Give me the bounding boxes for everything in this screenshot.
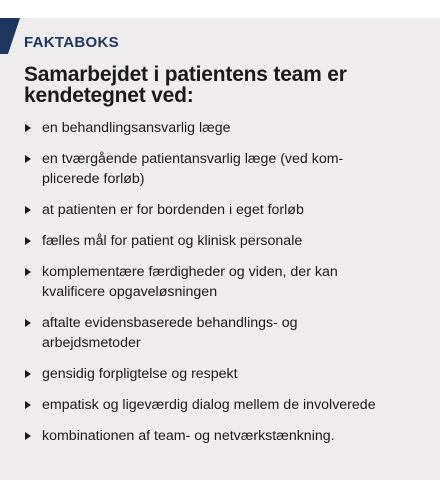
factbox-bullet-list (24, 118, 424, 457)
factbox-heading-line: kendetegnet ved: (24, 84, 194, 107)
triangle-bullet-icon (25, 124, 31, 132)
list-item-text: fælles mål for patient og klinisk personale (42, 233, 303, 249)
triangle-bullet-icon (25, 155, 31, 163)
list-item (24, 395, 424, 415)
list-item (24, 313, 424, 353)
list-item-text: kvalificere opgaveløsningen (42, 284, 218, 300)
list-item-text: kombinationen af team- og netværkstænkning. (42, 428, 335, 444)
list-item-text: en behandlingsansvarlig læge (42, 120, 231, 136)
list-item-text: aftalte evidensbaserede behandlings- og (42, 315, 298, 331)
list-item (24, 262, 424, 302)
list-item (24, 426, 424, 446)
list-item (24, 200, 424, 220)
list-item-text: arbejdsmetoder (42, 335, 141, 351)
triangle-bullet-icon (25, 268, 31, 276)
factbox-label: FAKTABOKS (24, 34, 119, 51)
list-item-text: at patienten er for bordenden i eget forløb (42, 202, 304, 218)
triangle-bullet-icon (25, 237, 31, 245)
triangle-bullet-icon (25, 432, 31, 440)
list-item (24, 231, 424, 251)
factbox-heading-line: Samarbejdet i patientens team er (24, 63, 347, 86)
factbox-heading (24, 64, 414, 106)
list-item (24, 118, 424, 138)
list-item (24, 149, 424, 189)
triangle-bullet-icon (25, 370, 31, 378)
triangle-bullet-icon (25, 206, 31, 214)
triangle-bullet-icon (25, 401, 31, 409)
corner-tab-polygon (0, 18, 20, 54)
corner-tab-shape (0, 18, 24, 58)
list-item-text: komplementære færdigheder og viden, der kan (42, 264, 338, 280)
list-item-text: plicerede forløb) (42, 171, 145, 187)
list-item-text: en tværgående patientansvarlig læge (ved kom- (42, 151, 344, 167)
triangle-bullet-icon (25, 319, 31, 327)
list-item-text: empatisk og ligeværdig dialog mellem de involverede (42, 397, 376, 413)
list-item (24, 364, 424, 384)
list-item-text: gensidig forpligtelse og respekt (42, 366, 238, 382)
